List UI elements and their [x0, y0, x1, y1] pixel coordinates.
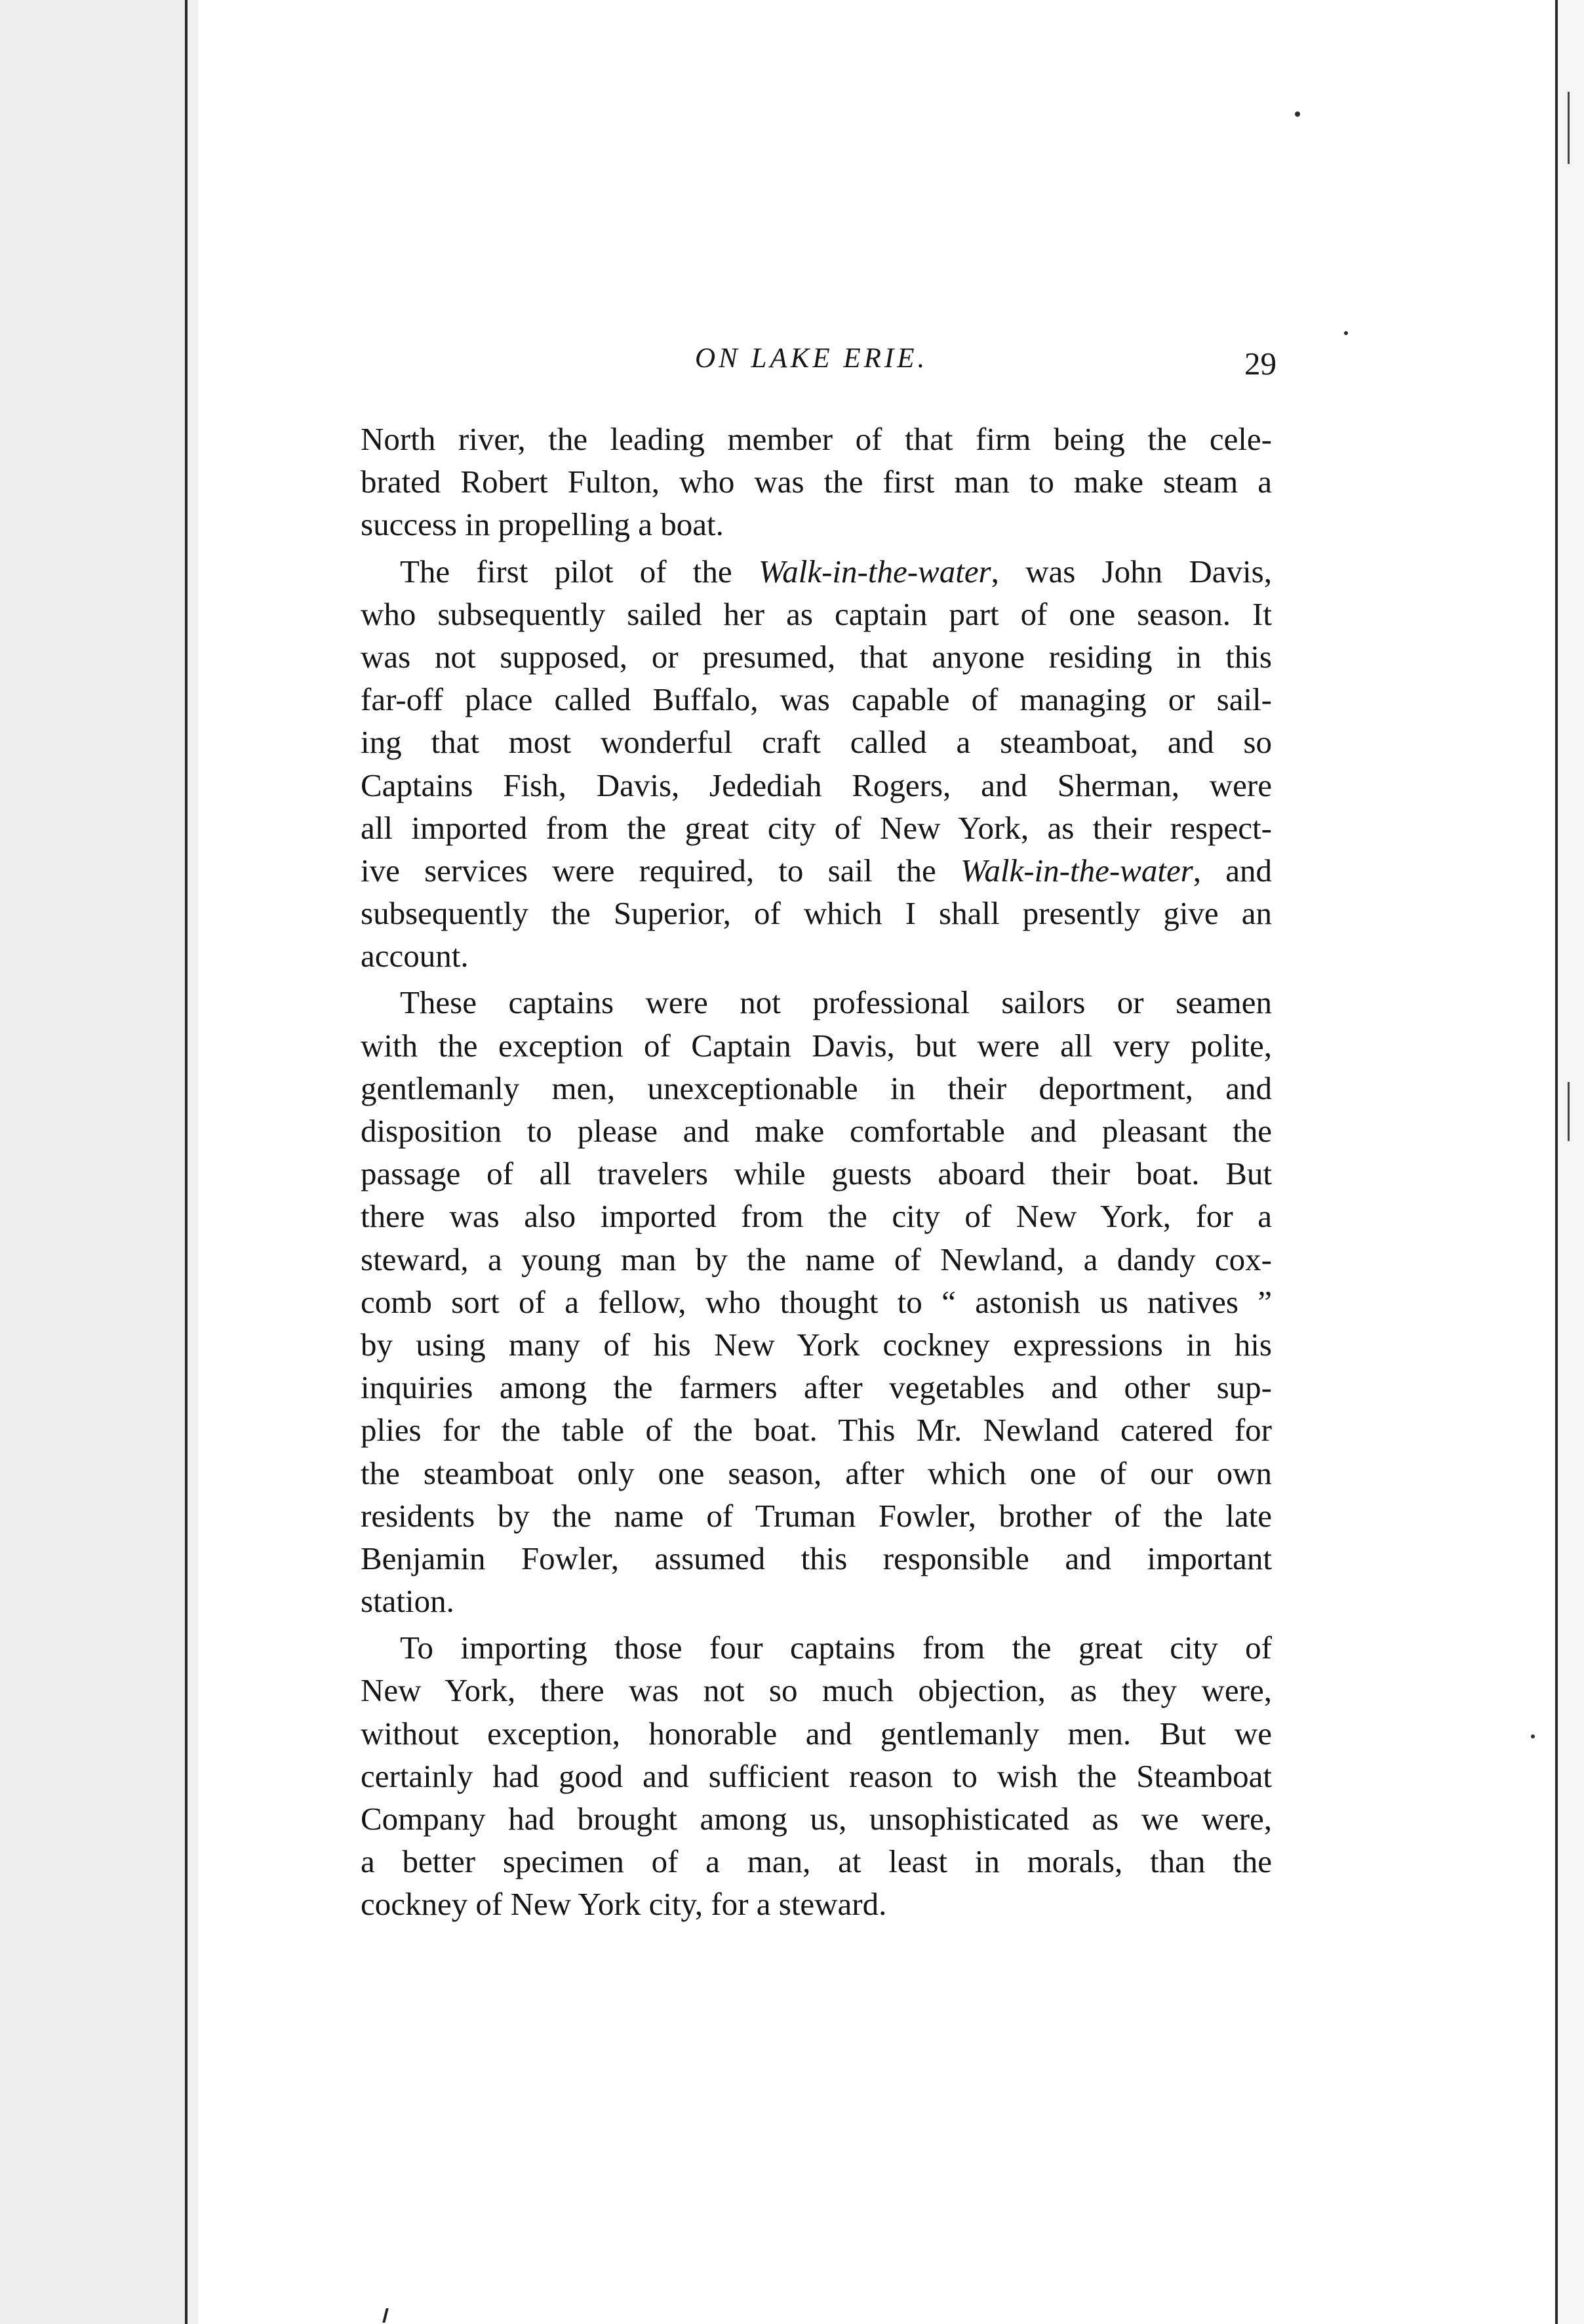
- right-page-edge: [1555, 0, 1584, 2324]
- binding-shadow: [188, 0, 198, 2324]
- scan-speck: [1344, 331, 1348, 335]
- scan-speck: [1531, 1734, 1535, 1738]
- text-line: by using many of his New York cockney expressions in his: [361, 1326, 1272, 1363]
- text-line: passage of all travelers while guests aboard their boat. But: [361, 1155, 1272, 1192]
- text-line: the steamboat only one season, after which one of our own: [361, 1454, 1272, 1491]
- text-line: To importing those four captains from the great city of: [400, 1630, 1272, 1666]
- paragraph-1: [361, 418, 1272, 546]
- text-line: success in propelling a boat.: [361, 506, 724, 543]
- text-line: steward, a young man by the name of Newland, a dandy cox-: [361, 1241, 1272, 1277]
- running-head: ON LAKE ERIE.: [695, 343, 928, 374]
- text-line: The first pilot of the Walk-in-the-water, was John Davis,: [400, 553, 1272, 590]
- facing-page-edge: [0, 0, 185, 2324]
- text-line: who subsequently sailed her as captain part of one season. It: [361, 595, 1272, 632]
- scan-speck: [1295, 111, 1300, 117]
- text-line: plies for the table of the boat. This Mr. Newland catered for: [361, 1412, 1272, 1449]
- edge-mark: [1568, 1082, 1570, 1141]
- text-line: far-off place called Buffalo, was capable of managing or sail-: [361, 681, 1272, 718]
- body-text: [361, 418, 1272, 1926]
- text-line: gentlemanly men, unexceptionable in their deportment, and: [361, 1070, 1272, 1106]
- text-line: disposition to please and make comfortable and pleasant the: [361, 1113, 1272, 1149]
- text-line: brated Robert Fulton, who was the first man to make steam a: [361, 464, 1272, 500]
- edge-mark: [1568, 92, 1570, 164]
- steamboat-name: Walk-in-the-water: [960, 852, 1193, 889]
- paragraph-2: [361, 550, 1272, 978]
- text-line: New York, there was not so much objection, as they were,: [361, 1672, 1272, 1709]
- paragraph-4: [361, 1626, 1272, 1925]
- text-line: Company had brought among us, unsophisticated as we were,: [361, 1801, 1272, 1837]
- bottom-ink-mark: [382, 2308, 395, 2323]
- page-number: 29: [1244, 346, 1277, 382]
- text-line: a better specimen of a man, at least in morals, than the: [361, 1843, 1272, 1880]
- text-line: Captains Fish, Davis, Jedediah Rogers, and Sherman, were: [361, 767, 1272, 803]
- text-line: certainly had good and sufficient reason to wish the Steamboat: [361, 1757, 1272, 1794]
- text-line: North river, the leading member of that firm being the cele-: [361, 421, 1272, 457]
- text-line: with the exception of Captain Davis, but were all very polite,: [361, 1027, 1272, 1064]
- text-line: ive services were required, to sail the Walk-in-the-water, and: [361, 852, 1272, 889]
- text-line: without exception, honorable and gentlemanly men. But we: [361, 1715, 1272, 1752]
- text-line: inquiries among the farmers after vegetables and other sup-: [361, 1369, 1272, 1406]
- text-line: residents by the name of Truman Fowler, brother of the late: [361, 1497, 1272, 1534]
- text-line: ing that most wonderful craft called a steamboat, and so: [361, 724, 1272, 761]
- text-line: These captains were not professional sailors or seamen: [400, 984, 1272, 1021]
- text-line: Benjamin Fowler, assumed this responsible and important: [361, 1540, 1272, 1576]
- text-line: station.: [361, 1583, 454, 1620]
- text-line: account.: [361, 938, 469, 974]
- text-line: subsequently the Superior, of which I shall presently give an: [361, 895, 1272, 932]
- steamboat-name: Walk-in-the-water: [758, 553, 991, 590]
- paragraph-3: [361, 981, 1272, 1622]
- text-line: all imported from the great city of New York, as their respect-: [361, 809, 1272, 846]
- text-line: was not supposed, or presumed, that anyone residing in this: [361, 638, 1272, 675]
- text-line: cockney of New York city, for a steward.: [361, 1886, 887, 1923]
- text-line: there was also imported from the city of New York, for a: [361, 1198, 1272, 1235]
- text-line: comb sort of a fellow, who thought to “ astonish us natives ”: [361, 1283, 1272, 1320]
